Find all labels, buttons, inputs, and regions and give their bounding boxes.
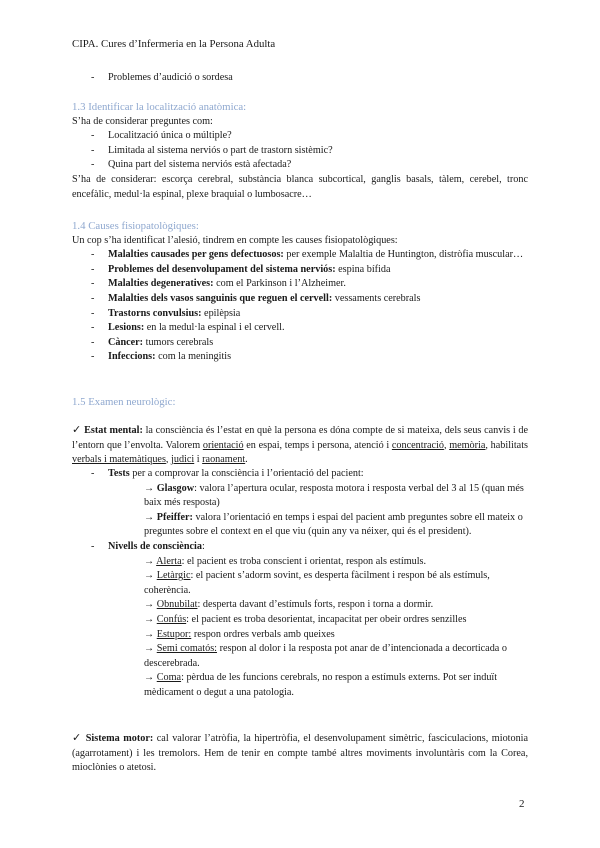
consciousness-levels-sublist (72, 555, 528, 701)
list-item: - Limitada al sistema nerviós o part de trastorn sistèmic? (91, 144, 333, 156)
question-list (72, 129, 528, 173)
arrow-icon: → (144, 570, 155, 582)
arrow-icon: → (144, 555, 155, 567)
motor-system-paragraph: ✓ Sistema motor: cal valorar l’atròfia, la hipertròfia, el desenvolupament simètric, fasciculacions, miotonia (agarrotament) i les tremolors. Hem de tenir en compte també altres moviments involuntàris com la Corea, mioclònies o atetosi. (72, 731, 529, 774)
paragraph: Un cop s’ha identificat l’alesió, tindrem en compte les causes fisiopatològiques: (72, 234, 398, 246)
arrow-icon: → (144, 511, 155, 523)
list-item: - Quina part del sistema nerviós està afectada? (91, 159, 292, 171)
causes-list (72, 248, 528, 365)
page-header: CIPA. Cures d’Infermeria en la Persona Adulta (72, 38, 276, 50)
list-item: → Pfeiffer: valora l’orientació en temps i espai del pacient amb preguntes sobre ell mateix o preguntes sobre el context en el que viu (quin any va néixer, qui és el president). (144, 511, 523, 538)
section-1-4 (72, 219, 528, 365)
list-item: - Trastorns convulsius: epilèpsia (91, 307, 241, 319)
intro-list (72, 71, 528, 86)
arrow-icon: → (144, 599, 155, 611)
paragraph: S’ha de considerar: escorça cerebral, substància blanca subcortical, ganglis basals, tàlem, cerebel, tronc encefàlic, medul·la espinal, plexe braquial o lumbosacre… (72, 173, 528, 200)
section-heading: 1.5 Examen neurològic: (72, 396, 176, 408)
arrow-icon: → (144, 628, 155, 640)
tests-sublist (72, 482, 528, 540)
list-item: - Lesions: en la medul·la espinal i el cervell. (91, 322, 285, 334)
list-item: - Càncer: tumors cerebrals (91, 336, 214, 348)
list-item: - Malalties degeneratives: com el Parkinson i l’Alzheimer. (91, 278, 346, 290)
list-item: - Infeccions: com la meningitis (91, 351, 232, 363)
list-item: - Malalties causades per gens defectuosos: per exemple Malaltia de Huntington, distròfia muscular… (91, 249, 524, 261)
section-heading: 1.4 Causes fisiopatològiques: (72, 220, 199, 232)
arrow-icon: → (144, 482, 155, 494)
section-1-5-heading (72, 395, 528, 410)
list-item: → Coma: pèrdua de les funcions cerebrals, no respon a estímuls externs. Pot ser induït mèdicament o degut a una patologia. (144, 672, 498, 698)
list-item: → Letàrgic: el pacient s’adorm sovint, es desperta fàcilment i respon bé als estímuls, coherència. (144, 570, 490, 596)
list-item: → Alerta: el pacient es troba conscient i orientat, respon als estímuls. (144, 555, 427, 567)
list-item: - Nivells de consciència: (91, 540, 205, 552)
arrow-icon: → (144, 613, 155, 625)
section-heading: 1.3 Identificar la localització anatòmica: (72, 101, 247, 113)
list-item: → Confús: el pacient es troba desorientat, incapacitat per obeir ordres senzilles (144, 613, 467, 625)
paragraph: S’ha de considerar preguntes com: (72, 115, 213, 127)
list-item: - Problemes d’audició o sordesa (91, 72, 233, 83)
arrow-icon: → (144, 672, 155, 684)
list-item: → Glasgow: valora l’apertura ocular, resposta motora i resposta verbal del 3 al 15 (quan més baix més resposta) (144, 482, 524, 509)
section-1-3 (72, 100, 528, 202)
arrow-icon: → (144, 643, 155, 655)
list-item: - Localització única o múltiple? (91, 130, 232, 142)
list-item: → Estupor: respon ordres verbals amb queixes (144, 628, 335, 640)
exam-list (72, 467, 528, 701)
list-item: → Obnubilat: desperta davant d’estímuls forts, respon i torna a dormir. (144, 599, 434, 611)
check-icon: ✓ (72, 731, 83, 744)
list-item: - Malalties dels vasos sanguinis que reguen el cervell: vessaments cerebrals (91, 292, 421, 304)
list-item: → Semi comatós: respon al dolor i la resposta pot anar de d’intencionada a decorticada o descerebrada. (144, 643, 507, 669)
page-number: 2 (519, 798, 525, 810)
list-item: - Tests per a comprovar la consciència i l’orientació del pacient: (91, 468, 364, 479)
mental-state-paragraph: ✓ Estat mental: la consciència és l’estat en què la persona es dóna compte de si mateixa, dels seus canvis i de l’entorn que l’envolta. Valorem orientació en espai, temps i persona, atenció i concentració, memòria, habilitats verbals i matemàtiques, judici i raonament. (72, 423, 528, 466)
check-icon: ✓ (72, 423, 82, 436)
list-item: - Problemes del desenvolupament del sistema nerviós: espina bífida (91, 263, 391, 275)
